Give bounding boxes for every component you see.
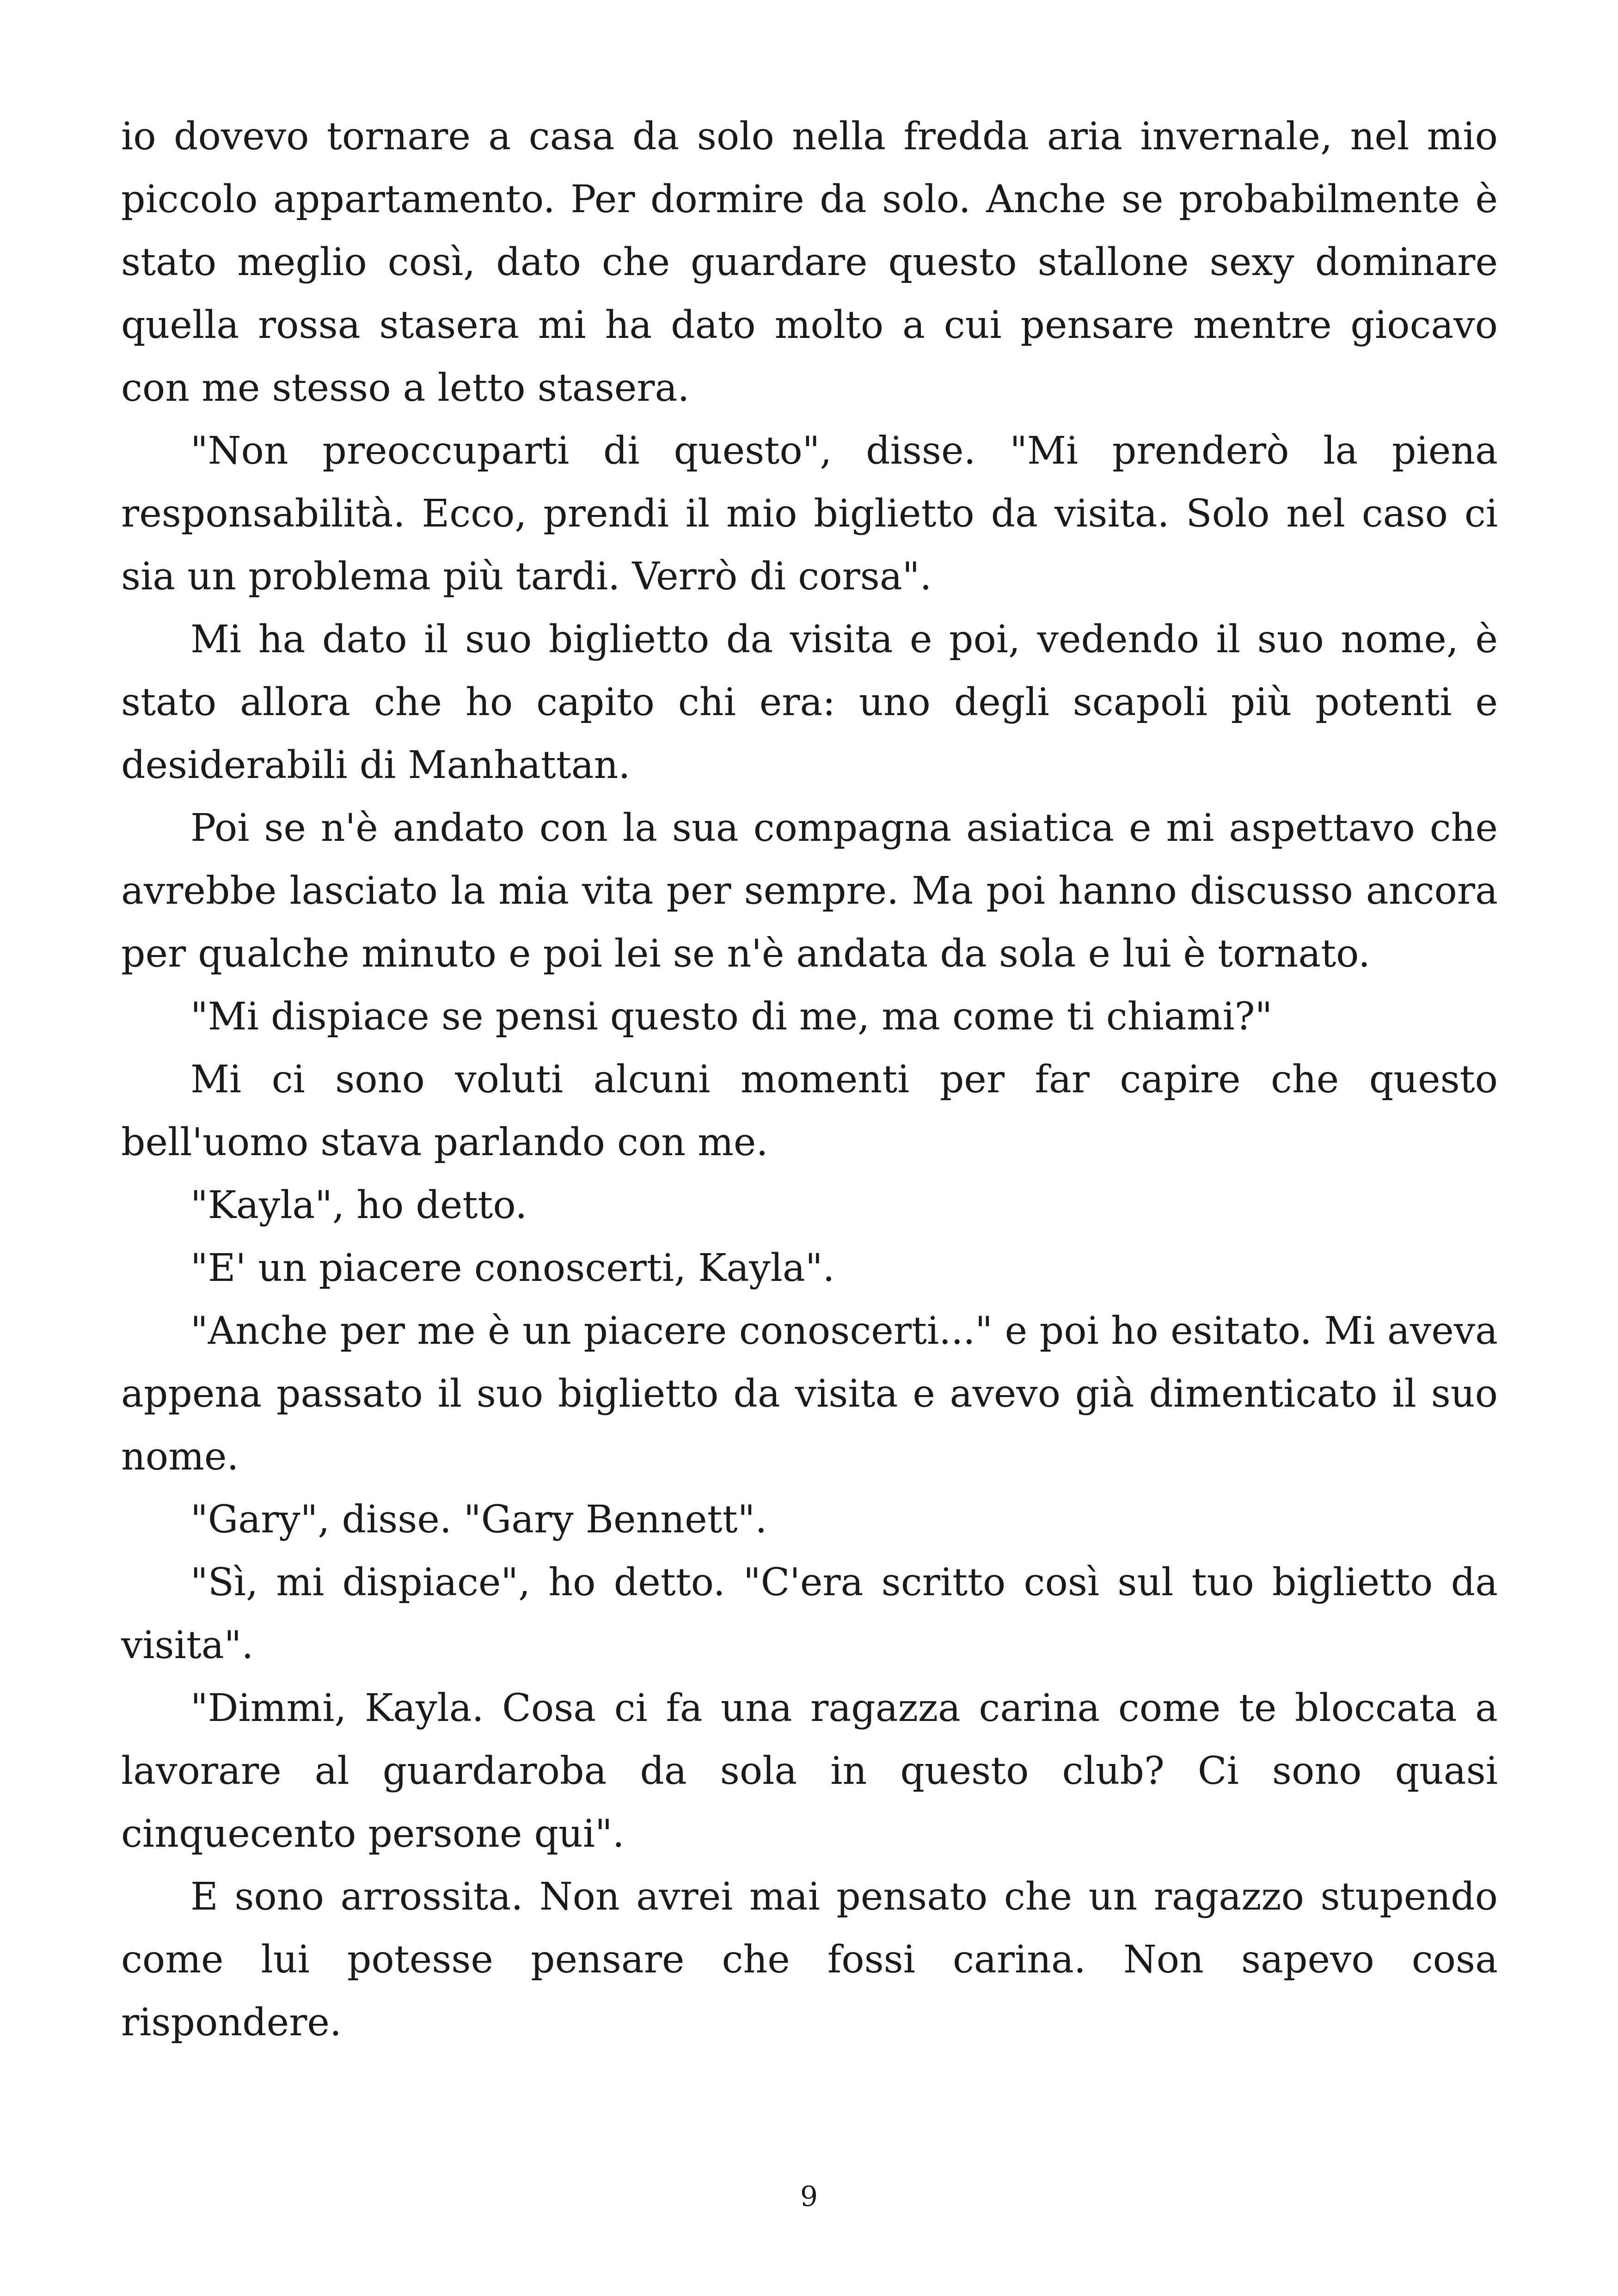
paragraph-3: Mi ha dato il suo biglietto da visita e poi, vedendo il suo nome, è stato allora che ho capito chi era: uno degli scapoli più potenti e desiderabili di Manhattan. <box>121 618 1498 787</box>
paragraph-10: "Gary", disse. "Gary Bennett". <box>190 1498 767 1542</box>
paragraph-1: io dovevo tornare a casa da solo nella fredda aria invernale, nel mio piccolo appartamento. Per dormire da solo. Anche se probabilmente è stato meglio così, dato che guardare questo stallone sexy dominare quella rossa stasera mi ha dato molto a cui pensare mentre giocavo con me stesso a letto stasera. <box>121 115 1498 410</box>
paragraph-11: "Sì, mi dispiace", ho detto. "C'era scritto così sul tuo biglietto da visita". <box>121 1561 1498 1667</box>
paragraph-7: "Kayla", ho detto. <box>190 1183 527 1227</box>
paragraph-12: "Dimmi, Kayla. Cosa ci fa una ragazza carina come te bloccata a lavorare al guardaroba da sola in questo club? Ci sono quasi cinquecento persone qui". <box>121 1686 1498 1856</box>
body-text <box>121 105 1498 2054</box>
paragraph-13: E sono arrossita. Non avrei mai pensato che un ragazzo stupendo come lui potesse pensare che fossi carina. Non sapevo cosa rispondere. <box>121 1875 1498 2045</box>
paragraph-2: "Non preoccuparti di questo", disse. "Mi prenderò la piena responsabilità. Ecco, prendi il mio biglietto da visita. Solo nel caso ci sia un problema più tardi. Verrò di corsa". <box>121 429 1498 599</box>
page-number: 9 <box>800 2180 818 2213</box>
paragraph-5: "Mi dispiace se pensi questo di me, ma come ti chiami?" <box>190 995 1273 1039</box>
paragraph-4: Poi se n'è andato con la sua compagna asiatica e mi aspettavo che avrebbe lasciato la mia vita per sempre. Ma poi hanno discusso ancora per qualche minuto e poi lei se n'è andata da sola e lui è tornato. <box>121 806 1498 976</box>
paragraph-9: "Anche per me è un piacere conoscerti..." e poi ho esitato. Mi aveva appena passato il suo biglietto da visita e avevo già dimenticato il suo nome. <box>121 1309 1498 1479</box>
paragraph-6: Mi ci sono voluti alcuni momenti per far capire che questo bell'uomo stava parlando con me. <box>121 1058 1498 1164</box>
paragraph-8: "E' un piacere conoscerti, Kayla". <box>190 1246 835 1290</box>
